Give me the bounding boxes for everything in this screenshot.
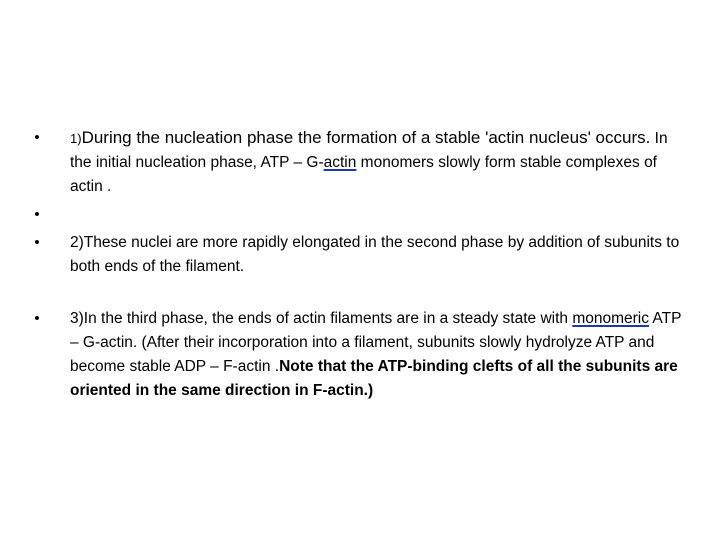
steady-state-text-cont: ATP – G-actin. (After their incorporation into a filament, subunits slowly hydrolyze ATP and become stable ADP – F-actin .: [70, 310, 682, 375]
nucleation-text: In the initial nucleation phase, ATP – G-: [70, 130, 668, 171]
elongation-text: 2)These nuclei are more rapidly elongated in the second phase by addition of subunits to both ends of the filament.: [70, 234, 680, 275]
bullet-dot: •: [34, 234, 40, 251]
bullet-item-2: [30, 203, 690, 227]
bullet-item-4: [30, 307, 690, 403]
bullet-dot: •: [34, 206, 40, 223]
item-number: 1): [70, 131, 82, 146]
bullet-item-1: [30, 126, 690, 199]
bullet-dot: •: [34, 129, 40, 146]
note-bold-text: Note that the ATP-binding clefts of all the subunits are oriented in the same direction in F-actin.): [70, 358, 678, 399]
bullet-list: [30, 126, 690, 403]
actin-link[interactable]: actin: [323, 154, 357, 171]
monomeric-link[interactable]: monomeric: [572, 310, 649, 327]
nucleation-heading: During the nucleation phase the formation of a stable 'actin nucleus' occurs.: [81, 128, 651, 147]
nucleation-text-end: monomers slowly form stable complexes of actin .: [70, 154, 657, 195]
bullet-item-3: [30, 231, 690, 279]
bullet-dot: •: [34, 310, 40, 327]
steady-state-text: 3)In the third phase, the ends of actin filaments are in a steady state with: [70, 310, 573, 327]
